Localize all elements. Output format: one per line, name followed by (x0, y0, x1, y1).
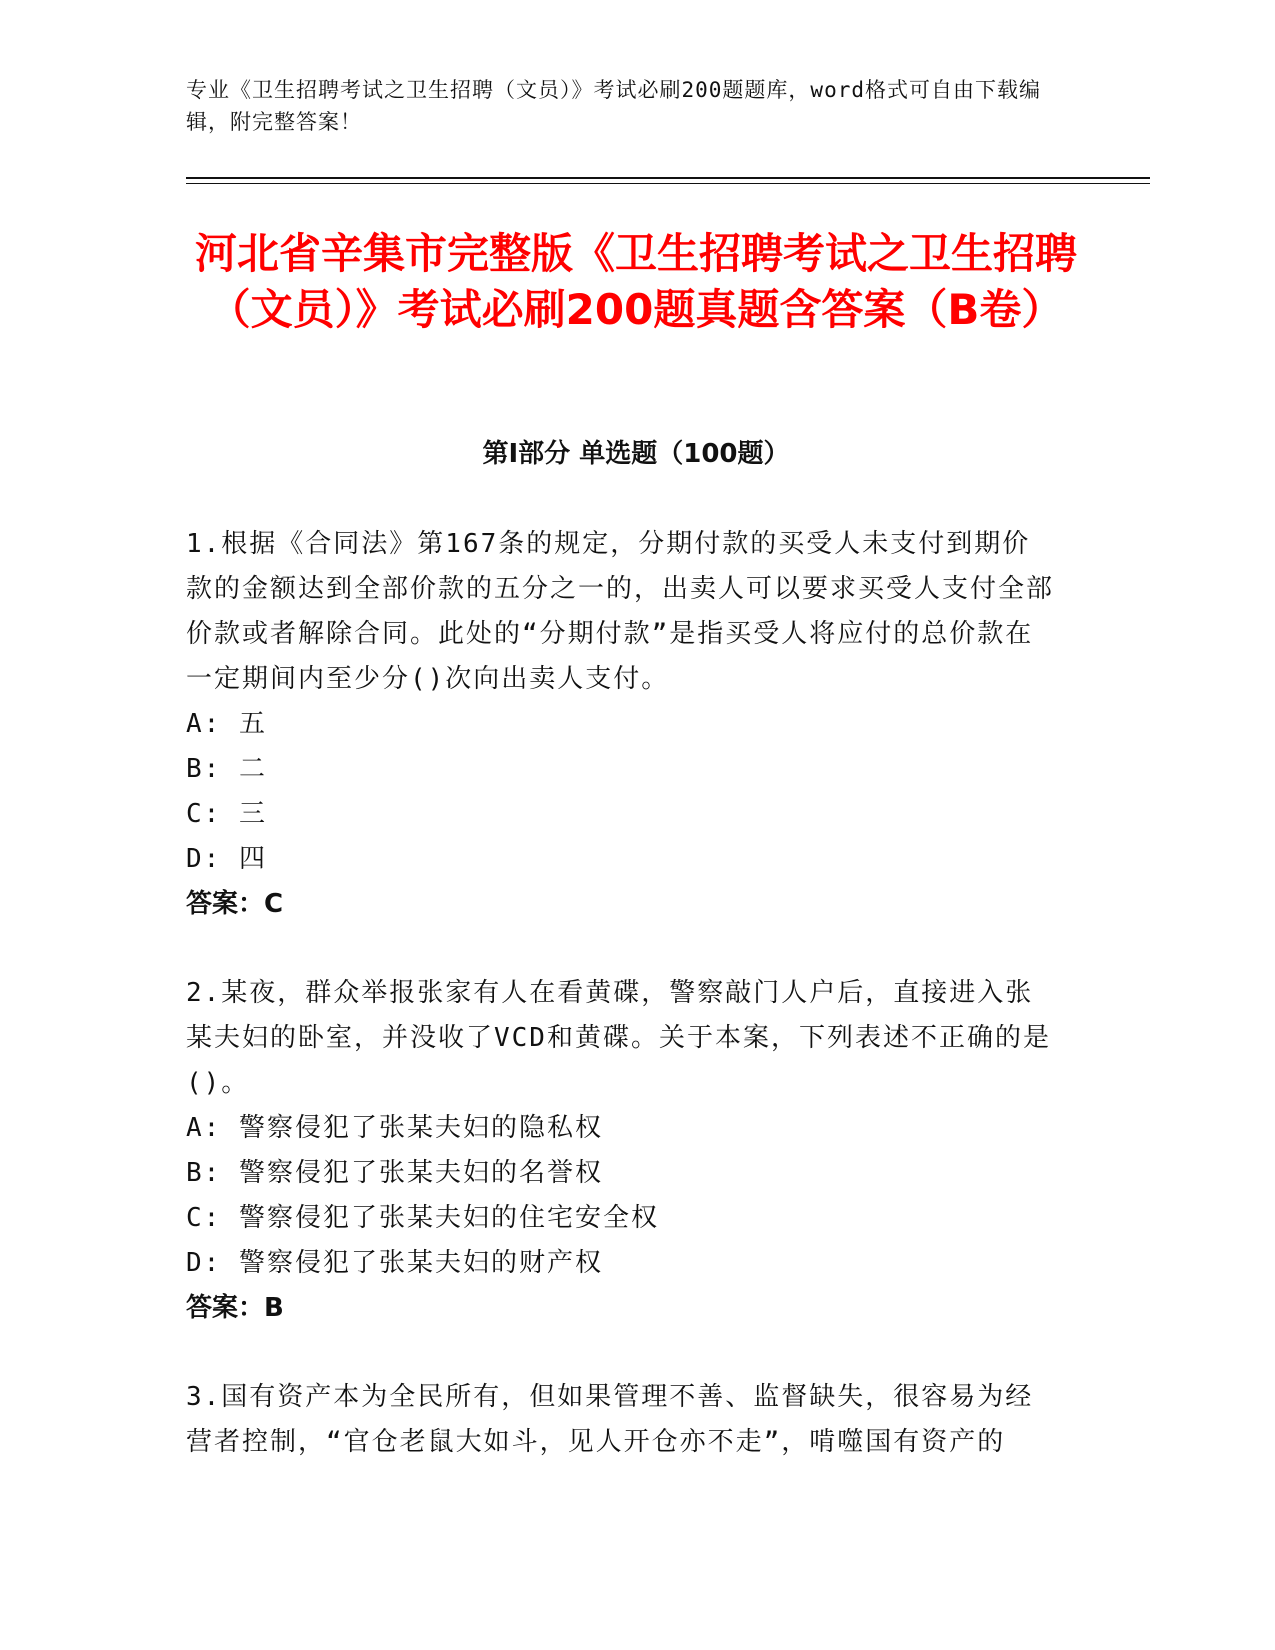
question-text: 2.某夜，群众举报张家有人在看黄碟，警察敲门人户后，直接进入张某夫妇的卧室，并没收了VCD和黄碟。关于本案，下列表述不正确的是()。 (186, 978, 1051, 1098)
answer-line: 答案：B (186, 1293, 284, 1323)
option-c: C: 三 (186, 799, 267, 829)
header-divider-thin (186, 183, 1150, 184)
section-heading: 第Ⅰ部分 单选题（100题） (482, 439, 790, 469)
option-a: A: 五 (186, 709, 267, 739)
option-d: D: 四 (186, 844, 267, 874)
option-d: D: 警察侵犯了张某夫妇的财产权 (186, 1248, 603, 1278)
document-title: 河北省辛集市完整版《卫生招聘考试之卫生招聘（文员）》考试必刷200题真题含答案（B卷） (194, 229, 1077, 334)
question-text: 1.根据《合同法》第167条的规定，分期付款的买受人未支付到期价款的金额达到全部价款的五分之一的，出卖人可以要求买受人支付全部价款或者解除合同。此处的“分期付款”是指买受人将应付的总价款在一定期间内至少分()次向出卖人支付。 (186, 529, 1055, 694)
header-note: 专业《卫生招聘考试之卫生招聘（文员）》考试必刷200题题库，word格式可自由下载编辑，附完整答案！ (186, 78, 1041, 134)
option-c: C: 警察侵犯了张某夫妇的住宅安全权 (186, 1203, 659, 1233)
question-list (186, 522, 1056, 1509)
question-item (186, 522, 1056, 927)
question-text: 3.国有资产本为全民所有，但如果管理不善、监督缺失，很容易为经营者控制，“官仓老鼠大如斗，见人开仓亦不走”，啃噬国有资产的 (186, 1382, 1034, 1457)
option-b: B: 警察侵犯了张某夫妇的名誉权 (186, 1158, 603, 1188)
header-divider-thick (186, 177, 1150, 179)
answer-line: 答案：C (186, 889, 284, 919)
question-item (186, 1375, 1056, 1465)
question-item (186, 971, 1056, 1331)
option-a: A: 警察侵犯了张某夫妇的隐私权 (186, 1113, 603, 1143)
option-b: B: 二 (186, 754, 267, 784)
